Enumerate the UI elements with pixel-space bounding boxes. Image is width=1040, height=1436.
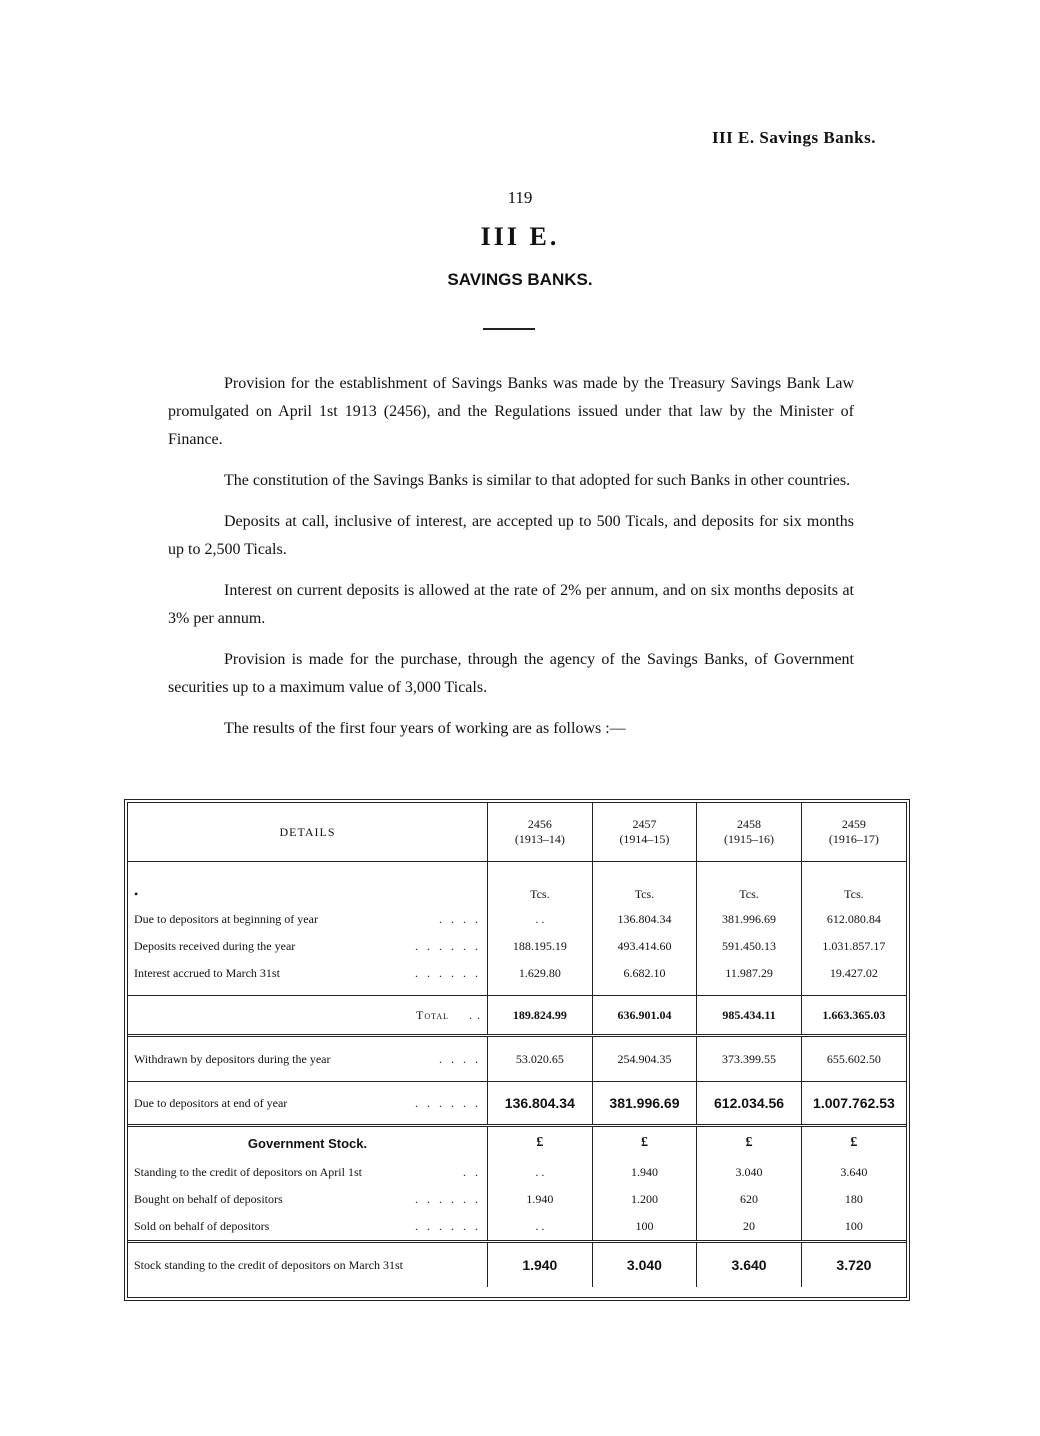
table-row: [128, 960, 906, 996]
value-cell: 3.040: [592, 1242, 697, 1288]
government-stock-header-row: [128, 1126, 906, 1160]
value-cell: 655.602.50: [801, 1036, 906, 1082]
value-cell: 11.987.29: [697, 960, 802, 996]
year-header: 2458 (1915–16): [697, 803, 802, 862]
stock-end-row: [128, 1242, 906, 1288]
value-cell: 6.682.10: [592, 960, 697, 996]
section-title: III E.: [480, 222, 560, 251]
total-cell: 1.663.365.03: [801, 996, 906, 1036]
value-cell: 1.629.80: [488, 960, 593, 996]
value-cell: 3.040: [697, 1159, 802, 1186]
paragraph: The results of the first four years of working are as follows :—: [224, 720, 626, 737]
value-cell: . .: [488, 1213, 593, 1242]
pound-unit: £: [488, 1126, 593, 1160]
year-header: 2459 (1916–17): [801, 803, 906, 862]
row-label: Standing to the credit of depositors on April 1st . .: [134, 1165, 482, 1179]
value-cell: 3.720: [801, 1242, 906, 1288]
value-cell: 100: [592, 1213, 697, 1242]
value-cell: 136.804.34: [592, 906, 697, 933]
value-cell: 100: [801, 1213, 906, 1242]
details-header: DETAILS: [128, 803, 488, 862]
row-label: Withdrawn by depositors during the year . . . .: [134, 1051, 482, 1066]
total-row: [128, 996, 906, 1036]
pound-unit: £: [801, 1126, 906, 1160]
value-cell: 53.020.65: [488, 1036, 593, 1082]
government-stock-label: Government Stock.: [247, 1135, 368, 1151]
total-cell: 189.824.99: [488, 996, 593, 1036]
total-cell: 985.434.11: [697, 996, 802, 1036]
savings-table: [128, 803, 906, 1287]
savings-table-frame: [124, 799, 910, 1301]
row-label: Due to depositors at beginning of year . . . .: [134, 912, 482, 926]
year-header: 2457 (1914–15): [592, 803, 697, 862]
value-cell: 1.940: [592, 1159, 697, 1186]
row-label: Deposits received during the year . . . . . .: [134, 939, 482, 953]
paragraph: Deposits at call, inclusive of interest, are accepted up to 500 Ticals, and deposits for six months up to 2,500 Ticals.: [168, 513, 854, 558]
value-cell: 1.031.857.17: [801, 933, 906, 960]
table-row: [128, 1186, 906, 1213]
page-number: 119: [507, 188, 533, 207]
value-cell: 612.034.56: [697, 1082, 802, 1126]
body-text: [168, 370, 854, 756]
value-cell: 381.996.69: [697, 906, 802, 933]
units-row: [128, 862, 906, 907]
unit-cell: Tcs.: [488, 862, 593, 907]
bullet-mark: •: [134, 887, 139, 901]
value-cell: 591.450.13: [697, 933, 802, 960]
row-label: Interest accrued to March 31st . . . . . .: [134, 966, 482, 980]
total-cell: 636.901.04: [592, 996, 697, 1036]
paragraph: Interest on current deposits is allowed at the rate of 2% per annum, and on six months deposits at 3% per annum.: [168, 582, 854, 627]
value-cell: . .: [488, 906, 593, 933]
table-header-row: [128, 803, 906, 862]
value-cell: 1.007.762.53: [801, 1082, 906, 1126]
unit-cell: Tcs.: [801, 862, 906, 907]
pound-unit: £: [697, 1126, 802, 1160]
section-subtitle: SAVINGS BANKS.: [447, 270, 593, 289]
value-cell: 1.940: [488, 1242, 593, 1288]
value-cell: 1.940: [488, 1186, 593, 1213]
value-cell: 180: [801, 1186, 906, 1213]
withdrawn-row: [128, 1036, 906, 1082]
table-row: [128, 933, 906, 960]
value-cell: 136.804.34: [488, 1082, 593, 1126]
paragraph: Provision for the establishment of Savings Banks was made by the Treasury Savings Bank Law promulgated on April 1st 1913 (2456), and the Regulations issued under that law by the Minister of Finance.: [168, 375, 854, 448]
unit-cell: Tcs.: [592, 862, 697, 907]
pound-unit: £: [592, 1126, 697, 1160]
value-cell: 373.399.55: [697, 1036, 802, 1082]
running-head: III E. Savings Banks.: [711, 128, 876, 147]
value-cell: 3.640: [801, 1159, 906, 1186]
paragraph: The constitution of the Savings Banks is similar to that adopted for such Banks in other countries.: [224, 472, 851, 489]
paragraph: Provision is made for the purchase, through the agency of the Savings Banks, of Government securities up to a maximum value of 3,000 Ticals.: [168, 651, 854, 696]
value-cell: 20: [697, 1213, 802, 1242]
value-cell: 188.195.19: [488, 933, 593, 960]
value-cell: 19.427.02: [801, 960, 906, 996]
row-label: Bought on behalf of depositors . . . . . .: [134, 1192, 482, 1206]
table-row: [128, 1213, 906, 1242]
unit-cell: Tcs.: [697, 862, 802, 907]
value-cell: 3.640: [697, 1242, 802, 1288]
table-row: [128, 1159, 906, 1186]
value-cell: 381.996.69: [592, 1082, 697, 1126]
total-label: Total . .: [128, 996, 488, 1036]
value-cell: 493.414.60: [592, 933, 697, 960]
value-cell: 612.080.84: [801, 906, 906, 933]
year-header: 2456 (1913–14): [488, 803, 593, 862]
row-label: Stock standing to the credit of depositors on March 31st: [128, 1242, 488, 1288]
row-label: Sold on behalf of depositors . . . . . .: [134, 1219, 482, 1233]
value-cell: 620: [697, 1186, 802, 1213]
end-of-year-row: [128, 1082, 906, 1126]
value-cell: 254.904.35: [592, 1036, 697, 1082]
table-row: [128, 906, 906, 933]
row-label: Due to depositors at end of year . . . . . .: [128, 1082, 488, 1126]
value-cell: 1.200: [592, 1186, 697, 1213]
value-cell: . .: [488, 1159, 593, 1186]
title-rule: [483, 328, 535, 330]
